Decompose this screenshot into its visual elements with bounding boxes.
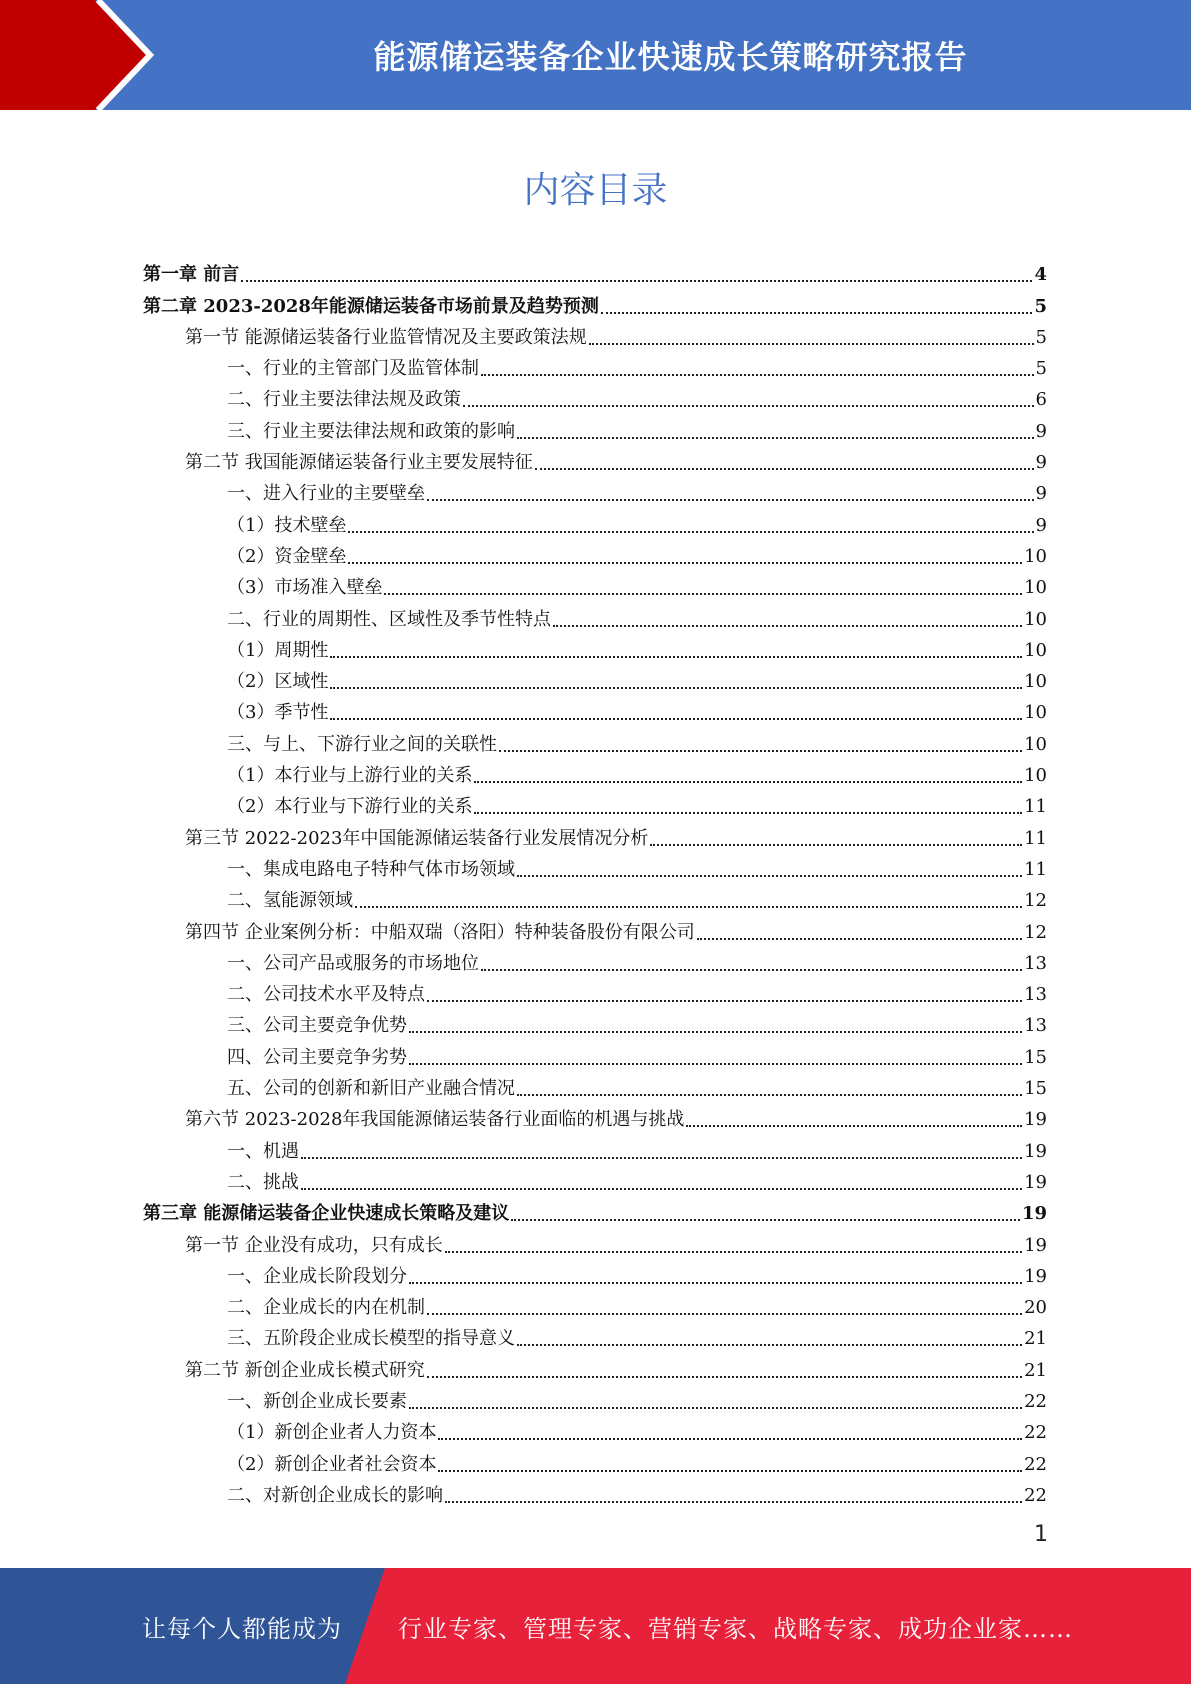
- toc-entry-page: 22: [1024, 1422, 1047, 1444]
- toc-entry-page: 4: [1034, 264, 1047, 286]
- toc-entry-label: （1）新创企业者人力资本: [227, 1422, 437, 1444]
- toc-entry-page: 10: [1024, 639, 1047, 661]
- toc-entry-page: 5: [1034, 295, 1047, 317]
- toc-leader-dots: [601, 311, 1033, 314]
- toc-entry-page: 10: [1024, 733, 1047, 755]
- page-number: 1: [1034, 1522, 1048, 1547]
- toc-entry[interactable]: [143, 1194, 1047, 1225]
- toc-entry-page: 15: [1024, 1046, 1047, 1068]
- toc-entry[interactable]: [143, 380, 1047, 411]
- toc-leader-dots: [330, 686, 1022, 689]
- toc-entry-label: 第二节 我国能源储运装备行业主要发展特征: [185, 452, 533, 474]
- toc-leader-dots: [301, 1187, 1022, 1190]
- toc-entry-page: 12: [1024, 921, 1047, 943]
- toc-entry-page: 13: [1024, 984, 1047, 1006]
- toc-entry[interactable]: [143, 1319, 1047, 1350]
- toc-entry[interactable]: [143, 850, 1047, 881]
- toc-entry-label: （1）周期性: [227, 639, 329, 661]
- toc-entry-label: 第六节 2023-2028年我国能源储运装备行业面临的机遇与挑战: [185, 1109, 685, 1131]
- toc-leader-dots: [686, 1124, 1022, 1127]
- toc-entry[interactable]: [143, 1413, 1047, 1444]
- toc-leader-dots: [427, 999, 1022, 1002]
- toc-leader-dots: [553, 624, 1022, 627]
- toc-entry-label: 一、集成电路电子特种气体市场领域: [227, 858, 515, 880]
- toc-entry-page: 10: [1024, 765, 1047, 787]
- toc-leader-dots: [241, 279, 1032, 282]
- toc-entry-label: （1）本行业与上游行业的关系: [227, 765, 473, 787]
- toc-entry-page: 19: [1024, 1265, 1047, 1287]
- toc-entry[interactable]: [143, 568, 1047, 599]
- toc-leader-dots: [481, 968, 1022, 971]
- toc-leader-dots: [517, 874, 1022, 877]
- toc-entry-page: 19: [1024, 1234, 1047, 1256]
- toc-leader-dots: [697, 937, 1022, 940]
- toc-leader-dots: [348, 561, 1022, 564]
- toc-entry-page: 21: [1024, 1328, 1047, 1350]
- toc-leader-dots: [330, 655, 1022, 658]
- toc-entry-label: （3）季节性: [227, 702, 329, 724]
- toc-entry-page: 13: [1024, 1015, 1047, 1037]
- toc-entry-page: 22: [1024, 1390, 1047, 1412]
- toc-entry-label: （2）本行业与下游行业的关系: [227, 796, 473, 818]
- toc-entry[interactable]: [143, 505, 1047, 536]
- toc-entry-label: 第二节 新创企业成长模式研究: [185, 1359, 425, 1381]
- toc-entry[interactable]: [143, 693, 1047, 724]
- toc-leader-dots: [427, 1312, 1022, 1315]
- toc-leader-dots: [427, 1375, 1022, 1378]
- toc-entry[interactable]: [143, 1382, 1047, 1413]
- toc-entry[interactable]: [143, 1006, 1047, 1037]
- toc-entry-page: 9: [1035, 420, 1047, 442]
- toc-entry-label: 二、行业的周期性、区域性及季节性特点: [227, 608, 551, 630]
- toc-leader-dots: [348, 530, 1033, 533]
- report-header-bar: [0, 0, 1191, 110]
- toc-entry[interactable]: [143, 662, 1047, 693]
- toc-entry-label: 二、公司技术水平及特点: [227, 984, 425, 1006]
- toc-leader-dots: [535, 467, 1034, 470]
- toc-entry-label: 三、五阶段企业成长模型的指导意义: [227, 1328, 515, 1350]
- toc-entry[interactable]: [143, 474, 1047, 505]
- toc-entry[interactable]: [143, 349, 1047, 380]
- toc-entry-page: 5: [1035, 326, 1047, 348]
- toc-leader-dots: [589, 342, 1034, 345]
- toc-entry-page: 19: [1021, 1203, 1047, 1225]
- toc-entry-page: 10: [1024, 577, 1047, 599]
- toc-entry[interactable]: [143, 1131, 1047, 1162]
- toc-entry[interactable]: [143, 255, 1047, 286]
- toc-leader-dots: [301, 1156, 1022, 1159]
- toc-entry[interactable]: [143, 537, 1047, 568]
- toc-entry[interactable]: [143, 756, 1047, 787]
- toc-leader-dots: [409, 1030, 1022, 1033]
- toc-entry[interactable]: [143, 818, 1047, 849]
- toc-entry[interactable]: [143, 411, 1047, 442]
- toc-entry[interactable]: [143, 1476, 1047, 1507]
- toc-leader-dots: [438, 1469, 1022, 1472]
- toc-entry[interactable]: [143, 443, 1047, 474]
- toc-entry-page: 6: [1035, 389, 1047, 411]
- footer-slogan-right: 行业专家、管理专家、营销专家、战略专家、成功企业家……: [398, 1614, 1073, 1643]
- toc-entry-label: （2）资金壁垒: [227, 545, 347, 567]
- toc-entry-page: 10: [1024, 608, 1047, 630]
- toc-entry-page: 10: [1024, 702, 1047, 724]
- toc-entry-page: 11: [1024, 796, 1047, 818]
- toc-leader-dots: [409, 1062, 1022, 1065]
- report-title: 能源储运装备企业快速成长策略研究报告: [373, 38, 968, 76]
- toc-entry[interactable]: [143, 1444, 1047, 1475]
- toc-leader-dots: [474, 780, 1022, 783]
- toc-entry-page: 5: [1035, 358, 1047, 380]
- toc-entry[interactable]: [143, 1257, 1047, 1288]
- toc-entry-label: 三、公司主要竞争优势: [227, 1015, 407, 1037]
- toc-leader-dots: [517, 1343, 1022, 1346]
- toc-entry-label: 一、公司产品或服务的市场地位: [227, 952, 479, 974]
- toc-entry-label: 四、公司主要竞争劣势: [227, 1046, 407, 1068]
- toc-leader-dots: [355, 905, 1022, 908]
- toc-entry-page: 20: [1024, 1297, 1047, 1319]
- toc-entry-label: 五、公司的创新和新旧产业融合情况: [227, 1078, 515, 1100]
- toc-entry-page: 19: [1024, 1109, 1047, 1131]
- toc-entry-label: （2）新创企业者社会资本: [227, 1453, 437, 1475]
- toc-entry-page: 10: [1024, 545, 1047, 567]
- toc-entry-label: （2）区域性: [227, 671, 329, 693]
- toc-entry-page: 21: [1024, 1359, 1047, 1381]
- toc-leader-dots: [499, 749, 1022, 752]
- toc-entry-label: 一、行业的主管部门及监管体制: [227, 358, 479, 380]
- toc-entry-label: 一、进入行业的主要壁垒: [227, 483, 425, 505]
- toc-entry[interactable]: [143, 631, 1047, 662]
- toc-entry-label: 第一章 前言: [143, 264, 240, 286]
- toc-leader-dots: [517, 436, 1034, 439]
- toc-entry-page: 22: [1024, 1453, 1047, 1475]
- toc-entry[interactable]: [143, 975, 1047, 1006]
- toc-entry-label: 一、企业成长阶段划分: [227, 1265, 407, 1287]
- toc-entry-label: 二、挑战: [227, 1171, 299, 1193]
- toc-leader-dots: [427, 498, 1034, 501]
- toc-leader-dots: [517, 1093, 1022, 1096]
- toc-entry[interactable]: [143, 1225, 1047, 1256]
- toc-entry-label: 三、与上、下游行业之间的关联性: [227, 733, 497, 755]
- toc-entry-page: 19: [1024, 1171, 1047, 1193]
- footer-bar: [0, 1568, 1191, 1684]
- toc-entry[interactable]: [143, 1163, 1047, 1194]
- toc-entry-page: 13: [1024, 952, 1047, 974]
- toc-entry[interactable]: [143, 724, 1047, 755]
- toc-entry-page: 10: [1024, 671, 1047, 693]
- toc-entry-page: 11: [1024, 827, 1047, 849]
- toc-leader-dots: [463, 404, 1034, 407]
- toc-entry-label: 第三节 2022-2023年中国能源储运装备行业发展情况分析: [185, 827, 649, 849]
- toc-entry-label: 三、行业主要法律法规和政策的影响: [227, 420, 515, 442]
- toc-entry-label: 第四节 企业案例分析：中船双瑞（洛阳）特种装备股份有限公司: [185, 921, 695, 943]
- toc-entry-label: 第一节 能源储运装备行业监管情况及主要政策法规: [185, 326, 587, 348]
- toc-entry-page: 19: [1024, 1140, 1047, 1162]
- toc-entry[interactable]: [143, 318, 1047, 349]
- toc-leader-dots: [330, 717, 1022, 720]
- toc-entry[interactable]: [143, 599, 1047, 630]
- toc-leader-dots: [445, 1250, 1022, 1253]
- toc-entry-label: 第二章 2023-2028年能源储运装备市场前景及趋势预测: [143, 295, 599, 317]
- toc-entry-label: 一、机遇: [227, 1140, 299, 1162]
- toc-entry-label: 二、对新创企业成长的影响: [227, 1484, 443, 1506]
- toc-entry-page: 9: [1035, 514, 1047, 536]
- toc-entry[interactable]: [143, 1100, 1047, 1131]
- toc-entry-page: 9: [1035, 452, 1047, 474]
- toc-entry[interactable]: [143, 1288, 1047, 1319]
- toc-entry-label: 第三章 能源储运装备企业快速成长策略及建议: [143, 1203, 510, 1225]
- toc-entry-label: （3）市场准入壁垒: [227, 577, 383, 599]
- footer-slogan-left: 让每个人都能成为: [142, 1614, 342, 1643]
- toc-leader-dots: [511, 1218, 1020, 1221]
- table-of-contents: [143, 255, 1047, 1507]
- toc-entry-label: 第一节 企业没有成功，只有成长: [185, 1234, 443, 1256]
- toc-heading: 内容目录: [523, 170, 668, 211]
- toc-entry[interactable]: [143, 912, 1047, 943]
- toc-entry[interactable]: [143, 1069, 1047, 1100]
- toc-leader-dots: [384, 592, 1022, 595]
- toc-leader-dots: [481, 373, 1034, 376]
- toc-entry-label: 二、企业成长的内在机制: [227, 1297, 425, 1319]
- toc-entry-label: （1）技术壁垒: [227, 514, 347, 536]
- toc-leader-dots: [445, 1500, 1022, 1503]
- toc-entry-label: 一、新创企业成长要素: [227, 1390, 407, 1412]
- toc-leader-dots: [438, 1437, 1022, 1440]
- toc-entry[interactable]: [143, 1037, 1047, 1068]
- toc-leader-dots: [409, 1406, 1022, 1409]
- toc-entry-page: 11: [1024, 858, 1047, 880]
- toc-leader-dots: [474, 811, 1022, 814]
- toc-entry[interactable]: [143, 944, 1047, 975]
- toc-entry[interactable]: [143, 881, 1047, 912]
- toc-entry-page: 9: [1035, 483, 1047, 505]
- toc-leader-dots: [409, 1281, 1022, 1284]
- toc-entry[interactable]: [143, 787, 1047, 818]
- toc-entry-page: 12: [1024, 890, 1047, 912]
- toc-entry[interactable]: [143, 1350, 1047, 1381]
- toc-entry-page: 15: [1024, 1078, 1047, 1100]
- toc-entry-page: 22: [1024, 1484, 1047, 1506]
- toc-entry-label: 二、氢能源领域: [227, 890, 353, 912]
- toc-entry[interactable]: [143, 286, 1047, 317]
- toc-entry-label: 二、行业主要法律法规及政策: [227, 389, 461, 411]
- toc-leader-dots: [650, 843, 1022, 846]
